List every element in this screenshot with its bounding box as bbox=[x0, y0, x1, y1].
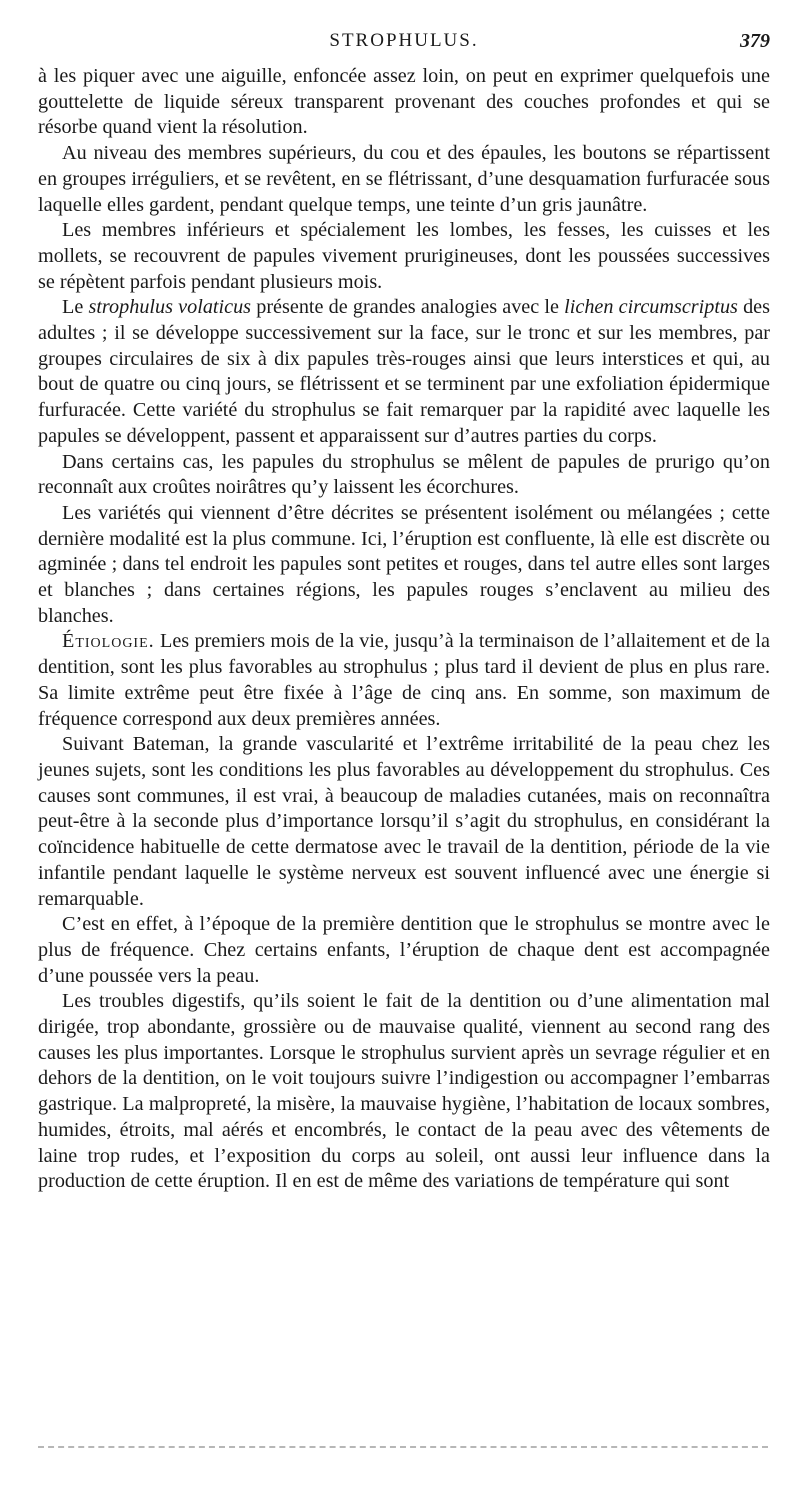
paragraph-9: C’est en effet, à l’époque de la première dentition que le strophulus se montre avec le plus de fréquence. Chez certains enfants, l’éruption de chaque dent est accompagnée d’une poussée vers la peau. bbox=[38, 913, 770, 987]
body-text bbox=[38, 64, 770, 1195]
paragraph-10: Les troubles digestifs, qu’ils soient le fait de la dentition ou d’une alimentation mal dirigée, trop abondante, grossière ou de mauvaise qualité, viennent au second rang des causes les plus importantes. Lorsque le strophulus survient après un sevrage régulier et en dehors de la dentition, on le voit toujours suivre l’indigestion ou accompagner l’embarras gastrique. La malpropreté, la misère, la mauvaise hygiène, l’habitation de locaux sombres, humides, étroits, mal aérés et encombrés, le contact de la peau avec des vêtements de laine trop rudes, et l’exposition du corps au soleil, ont aussi leur influence dans la production de cette éruption. Il en est de même des variations de température qui sont bbox=[38, 990, 770, 1193]
paragraph-4 bbox=[38, 295, 770, 449]
paragraph-5: Dans certains cas, les papules du strophulus se mêlent de papules de prurigo qu’on reconnaît aux croûtes noirâtres qu’y laissent les écorchures. bbox=[38, 450, 770, 499]
paragraph-4-term-strophulus-volaticus: strophulus volaticus bbox=[88, 296, 252, 319]
paragraph-2: Au niveau des membres supérieurs, du cou et des épaules, les boutons se répartissent en groupes irréguliers, et se revêtent, en se flétrissant, d’une desquamation furfuracée sous laquelle elles gardent, pendant quelque temps, une teinte d’un gris jaunâtre. bbox=[38, 142, 770, 216]
paragraph-4-part-e: des adultes ; il se développe successivement sur la face, sur le tronc et sur les membres, par groupes circulaires de six à dix papules très-rouges ainsi que leurs interstices et qui, au bout de quatre ou cinq jours, se flétrissent et se terminent par une exfoliation épidermique furfuracée. Cette variété du strophulus se fait remarquer par la rapidité avec laquelle les papules se développent, passent et apparaissent sur d’autres parties du corps. bbox=[38, 296, 770, 447]
paragraph-7-text: Les premiers mois de la vie, jusqu’à la terminaison de l’allaitement et de la dentition, sont les plus favorables au strophulus ; plus tard il devient de plus en plus rare. Sa limite extrême peut être fixée à l’âge de cinq ans. En somme, son maximum de fréquence correspond aux deux premières années. bbox=[38, 630, 770, 730]
paragraph-7 bbox=[38, 629, 770, 732]
paragraph-8: Suivant Bateman, la grande vascularité et l’extrême irritabilité de la peau chez les jeunes sujets, sont les conditions les plus favorables au développement du strophulus. Ces causes sont communes, il est vrai, à beaucoup de maladies cutanées, mais on reconnaîtra peut-être à la seconde plus d’importance lorsqu’il s’agit du strophulus, en considérant la coïncidence habituelle de cette dermatose avec le travail de la dentition, période de la vie infantile pendant laquelle le système nerveux est souvent influencé avec une énergie si remarquable. bbox=[38, 733, 770, 910]
paragraph-6: Les variétés qui viennent d’être décrites se présentent isolément ou mélangées ; cette dernière modalité est la plus commune. Ici, l’éruption est confluente, là elle est discrète ou agminée ; dans tel endroit les papules sont petites et rouges, dans tel autre elles sont larges et blanches ; dans certaines régions, les papules rouges s’enclavent au milieu des blanches. bbox=[38, 501, 770, 627]
paragraph-3: Les membres inférieurs et spécialement les lombes, les fesses, les cuisses et les mollets, se recouvrent de papules vivement prurigineuses, dont les poussées successives se répètent parfois pendant plusieurs mois. bbox=[38, 219, 770, 293]
book-page bbox=[38, 28, 770, 1195]
section-heading-etiologie: Étiologie. bbox=[62, 630, 155, 653]
paragraph-4-term-lichen: lichen circumscriptus bbox=[564, 296, 738, 319]
bottom-bleed-line bbox=[38, 1446, 768, 1448]
paragraph-4-part-a: Le bbox=[62, 296, 89, 319]
running-header bbox=[38, 28, 770, 58]
running-title: STROPHULUS. bbox=[329, 30, 479, 51]
paragraph-4-part-c: présente de grandes analogies avec le bbox=[251, 296, 565, 319]
paragraph-1: à les piquer avec une aiguille, enfoncée assez loin, on peut en exprimer quelquefois une gouttelette de liquide séreux transparent provenant des couches profondes et qui se résorbe quand vient la résolution. bbox=[38, 65, 770, 139]
page-number: 379 bbox=[740, 30, 770, 52]
